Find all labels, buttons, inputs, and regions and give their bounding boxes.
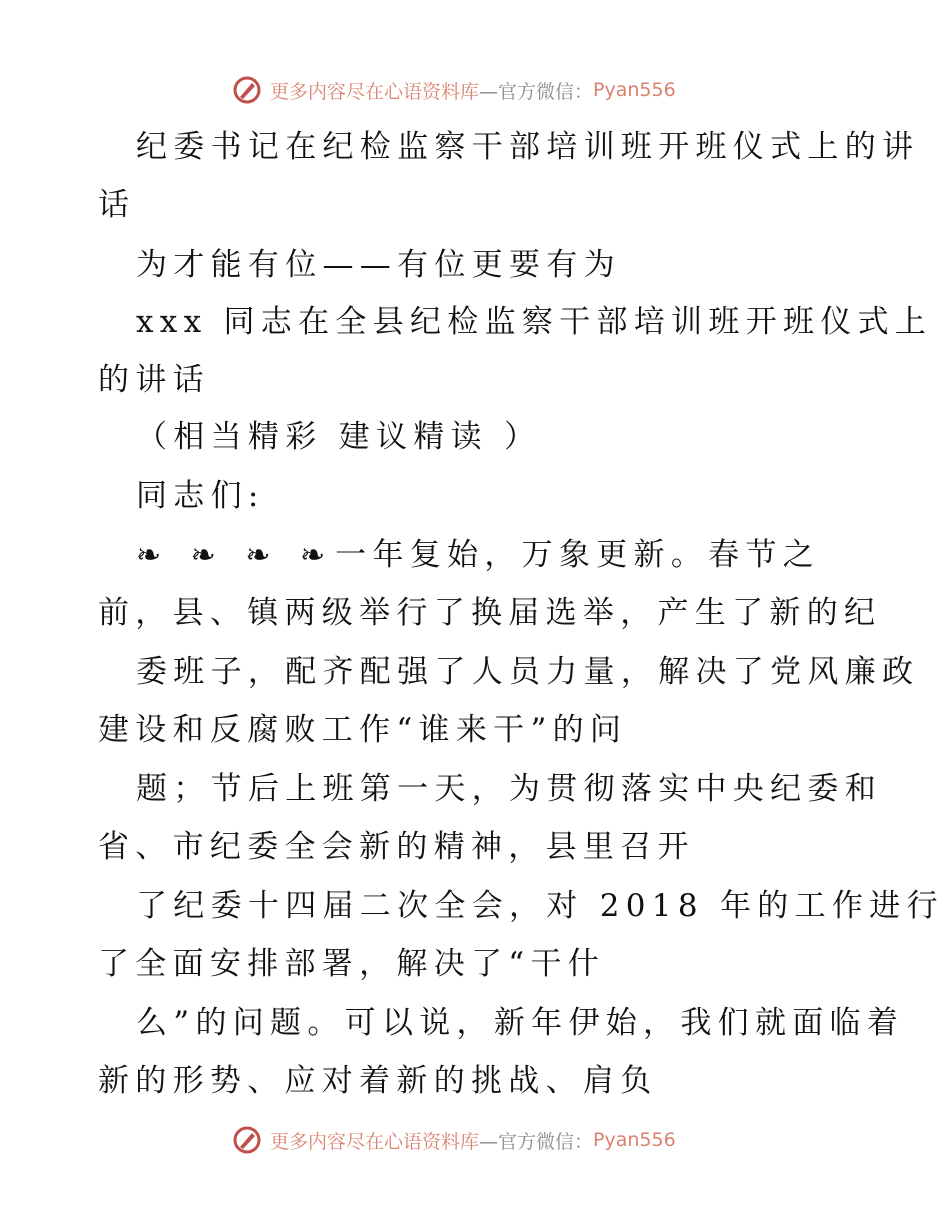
body-line: 了全面安排部署，解决了“干什 xyxy=(98,946,606,982)
body-line: 了纪委十四届二次全会，对 2018 年的工作进行 xyxy=(136,888,944,924)
subtitle-line: 为才能有位——有位更要有为 xyxy=(136,247,621,283)
body-line: 么”的问题。可以说，新年伊始，我们就面临着 xyxy=(136,1005,905,1041)
body-line: 题；节后上班第一天，为贯彻落实中央纪委和 xyxy=(136,771,882,807)
body-line: 新的形势、应对着新的挑战、肩负 xyxy=(98,1063,658,1099)
banner-wechat-id: Pyan556 xyxy=(593,79,676,101)
banner-text: 更多内容尽在心语资料库 xyxy=(270,1130,480,1153)
header-banner xyxy=(232,72,676,108)
banner-text: 更多内容尽在心语资料库 xyxy=(270,80,480,103)
body-line: 省、市纪委全会新的精神，县里召开 xyxy=(98,829,695,865)
note-line: （相当精彩 建议精读 ） xyxy=(136,419,542,455)
banner-wechat-id: Pyan556 xyxy=(593,1129,676,1151)
banner-separator: —官方微信： xyxy=(479,80,594,103)
body-line: 委班子，配齐配强了人员力量，解决了党风廉政 xyxy=(136,654,920,690)
fleuron-ornament-icon: ❧ ❧ ❧ ❧ xyxy=(136,538,336,573)
body-text: 一年复始，万象更新。春节之 xyxy=(335,537,821,573)
footer-banner xyxy=(232,1122,676,1158)
quill-logo-icon xyxy=(232,1125,262,1155)
salutation: 同志们: xyxy=(136,478,265,514)
title-line: 纪委书记在纪检监察干部培训班开班仪式上的讲 xyxy=(136,129,920,165)
subtitle-line: xxx 同志在全县纪检监察干部培训班开班仪式上 xyxy=(136,304,933,340)
subtitle-line: 的讲话 xyxy=(98,362,210,398)
body-line: 前，县、镇两级举行了换届选举，产生了新的纪 xyxy=(98,595,882,631)
banner-separator: —官方微信： xyxy=(479,1130,594,1153)
body-line xyxy=(136,535,820,576)
title-line: 话 xyxy=(98,187,136,223)
quill-logo-icon xyxy=(232,75,262,105)
body-line: 建设和反腐败工作“谁来干”的问 xyxy=(98,712,628,748)
